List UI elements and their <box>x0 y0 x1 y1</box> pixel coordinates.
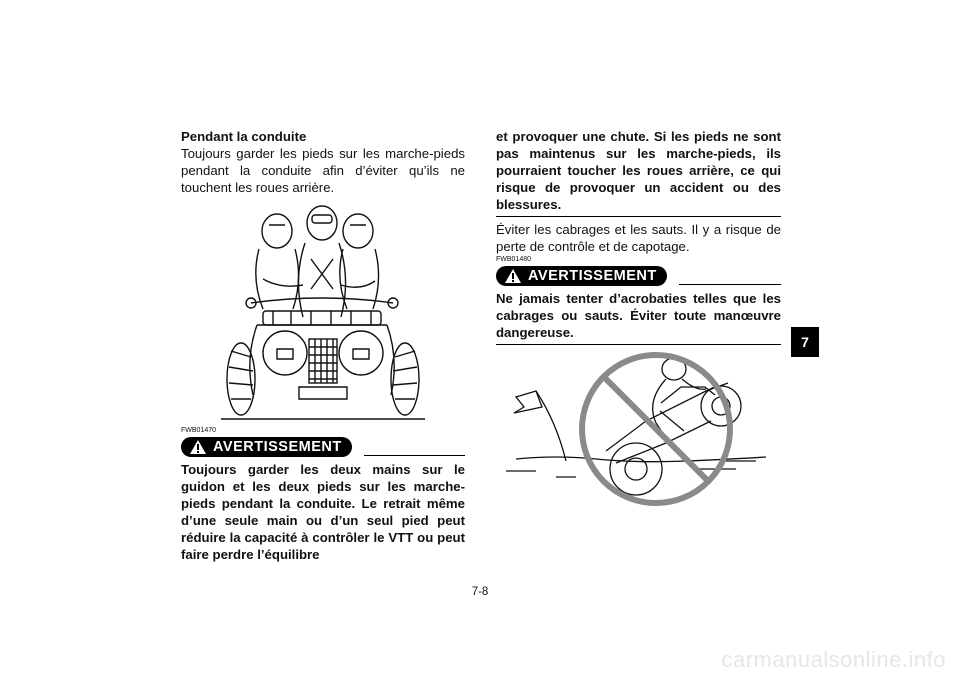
body-paragraph: Éviter les cabrages et les sauts. Il y a risque de perte de contrôle et de capotage. <box>496 222 781 254</box>
warning-code: FWB01480 <box>496 256 532 263</box>
right-column <box>496 128 781 521</box>
warning-end-rule-2 <box>496 344 781 345</box>
wheelie-prohibited-figure <box>496 351 781 521</box>
atv-front-figure <box>181 199 465 425</box>
warning-label-2: AVERTISSEMENT <box>528 268 657 284</box>
warning-rule <box>364 455 465 456</box>
warning-label: AVERTISSEMENT <box>213 439 342 455</box>
section-title: Pendant la conduite <box>181 129 307 144</box>
left-column <box>181 128 465 563</box>
page-number: 7-8 <box>471 586 489 598</box>
atv-riders-illustration <box>181 199 465 425</box>
warning-badge <box>181 437 352 457</box>
warning-header-2 <box>496 266 781 286</box>
prohibited-wheelie-illustration <box>496 351 781 521</box>
warning-header <box>181 437 465 457</box>
site-watermark: carmanualsonline.info <box>721 647 946 672</box>
figure-code: FWB01470 <box>181 427 217 434</box>
warning-text: Toujours garder les deux mains sur le guidon et les deux pieds sur les marche-pieds pendant la conduite. Le retrait même d’une seule main ou d’un seul pied peut réduire la capacité à contrôler le VTT ou peut faire perdre l’équilibre <box>181 462 465 562</box>
warning-rule-2 <box>679 284 781 285</box>
warning-continued-text: et provoquer une chute. Si les pieds ne sont pas maintenus sur les marche-pieds, ils pourraient toucher les roues arrière, ce qui risque de provoquer un accident ou des blessures. <box>496 129 781 212</box>
chapter-tab: 7 <box>791 327 819 357</box>
intro-paragraph: Toujours garder les pieds sur les marche-pieds pendant la conduite afin d’éviter qu’ils ne touchent les roues arrière. <box>181 146 465 195</box>
warning-end-rule <box>496 216 781 217</box>
warning-triangle-icon <box>189 439 207 455</box>
warning-badge-2 <box>496 266 667 286</box>
warning-triangle-icon <box>504 268 522 284</box>
warning-text-2: Ne jamais tenter d’acrobaties telles que les cabrages ou sauts. Éviter toute manœuvre dangereuse. <box>496 291 781 340</box>
